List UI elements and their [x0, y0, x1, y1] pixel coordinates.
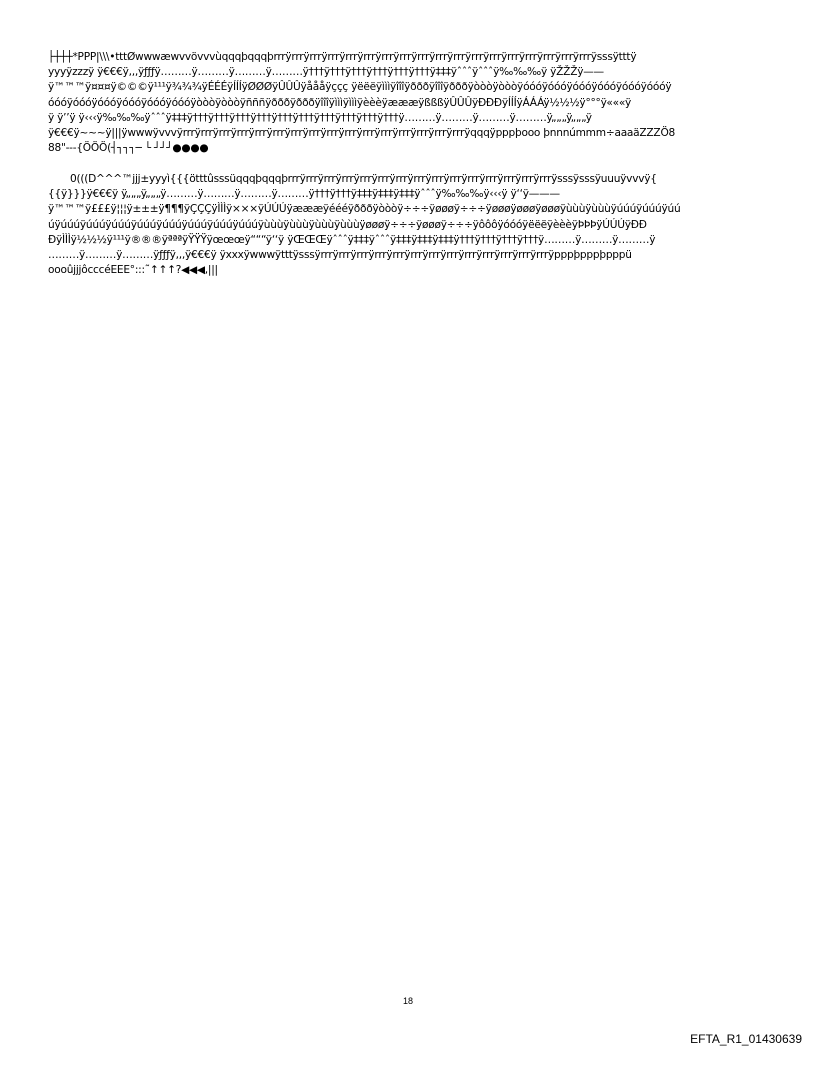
text-line: {{ÿ}}}ÿ€€€ÿ ÿ„„„ÿ„„„ÿ………ÿ………ÿ………ÿ………ÿ†††ÿ†††ÿ‡‡‡ÿ‡‡‡ÿ‡‡‡ÿˆˆˆÿ‰‰‰ÿ‹‹‹ÿ ÿ‘‘ÿ——— — [48, 188, 560, 201]
text-line: ÿ€€€ÿ~~~ÿ|||ÿwwwÿvvvÿrrrÿrrrÿrrrÿrrrÿrrrÿrrrÿrrrÿrrrÿrrrÿrrrÿrrrÿrrrÿrrrÿrrrÿrrrÿrrrÿqqqÿpppþooo þnnnúmmm÷aaaäZZZÖ8 — [48, 126, 676, 139]
bates-number: EFTA_R1_01430639 — [690, 1032, 802, 1046]
text-line: oooûjjjôcccéEEE°:::˜↑↑↑?◀◀◀,||| — [48, 264, 218, 277]
text-line: ………ÿ………ÿ………ÿƒƒƒÿ,,,ÿ€€€ÿ ÿxxxÿwwwÿtttÿsssÿrrrÿrrrÿrrrÿrrrÿrrrÿrrrÿrrrÿrrrÿrrrÿrrrÿrrrÿrrrÿrrrÿpppþpppþpppü — [48, 248, 632, 261]
text-line: ├┼┼┼*PPP|\\\•tttØwwwæwvvövvvùqqqþqqqþrrrÿrrrÿrrrÿrrrÿrrrÿrrrÿrrrÿrrrÿrrrÿrrrÿrrrÿrrrÿrrrÿrrrÿrrrÿrrrÿrrrÿrrrÿsssÿtttÿ — [48, 51, 637, 63]
text-line: 88"---{ÖÖÖ(┤┐┐┐─ └ ┘┘┘●●●● — [48, 142, 209, 155]
text-line: ÐÿÌÌÌÿ½½½ÿ¹¹¹ÿ®®®ÿªªªÿŸŸŸÿœœœÿ“““ÿ‘‘ÿ ÿŒŒŒÿˆˆˆÿ‡‡‡ÿˆˆˆÿ‡‡‡ÿ‡‡‡ÿ‡‡‡ÿ†††ÿ†††ÿ†††ÿ†††ÿ………ÿ………ÿ………ÿ — [48, 233, 656, 246]
text-line: ÿ ÿ’’ÿ ÿ‹‹‹ÿ‰‰‰ÿˆˆˆÿ‡‡‡ÿ†††ÿ†††ÿ†††ÿ†††ÿ†††ÿ†††ÿ†††ÿ†††ÿ†††ÿ†††ÿ………ÿ………ÿ………ÿ………ÿ„„„ÿ„„„ÿ — [48, 111, 592, 124]
page-number: 18 — [402, 996, 413, 1006]
garbled-text-block-2 — [48, 172, 770, 278]
garbled-text-block-1 — [48, 50, 770, 156]
text-line: úÿúúúÿúúúÿúúúÿúúúÿúúúÿúúúÿúúúÿúúúÿùùùÿùùùÿùùùÿùùùÿøøøÿ÷÷÷ÿøøøÿ÷÷÷ÿôôôÿóóóÿëëëÿèèèÿÞÞÞÿÚÚÚÿÐÐ — [48, 218, 647, 231]
text-line: ÿ™™™ÿ¤¤¤ÿ©©©ÿ¹¹¹ÿ¾¾¾ÿÉÉÉÿÍÍÍÿØØØÿÛÛÛÿåååÿççç ÿëëëÿìììÿîîîÿðððÿîîîÿðððÿòòòÿòòòÿóóóÿóóóÿóóóÿóóóÿóóóÿóóóÿ — [48, 81, 672, 94]
text-line: 0(((D^^^™jjj±yyyì{{{ötttûsssüqqqþqqqþrrrÿrrrÿrrrÿrrrÿrrrÿrrrÿrrrÿrrrÿrrrÿrrrÿrrrÿrrrÿrrrÿrrrÿrrrÿsssÿsssÿuuuÿvvvÿ{ — [70, 173, 657, 185]
text-line: ÿ™™™ÿ£££ÿ¦¦¦ÿ±±±ÿ¶¶¶ÿÇÇÇÿÌÌÌÿ×××ÿÚÚÚÿæææÿéééÿðððÿòòòÿ÷÷÷ÿøøøÿ÷÷÷ÿøøøÿøøøÿøøøÿùùùÿùùùÿúúúÿúúúÿúú — [48, 203, 681, 216]
text-line: yyyÿzzzÿ ÿ€€€ÿ,,,ÿƒƒƒÿ………ÿ………ÿ………ÿ………ÿ†††ÿ†††ÿ†††ÿ†††ÿ†††ÿ†††ÿ‡‡‡ÿˆˆˆÿˆˆˆÿ‰‰‰ÿ ÿŽŽŽÿ—— — [48, 66, 604, 79]
text-line: óóóÿóóóÿóóóÿóóóÿóóóÿóóóÿòòòÿòòòÿñññÿðððÿðððÿîîîÿìììÿìììÿèèèÿæææÿßßßÿÛÛÛÿÐÐÐÿÍÍÍÿÁÁÁÿ½½½ÿ°°°ÿ«««ÿ — [48, 96, 631, 109]
